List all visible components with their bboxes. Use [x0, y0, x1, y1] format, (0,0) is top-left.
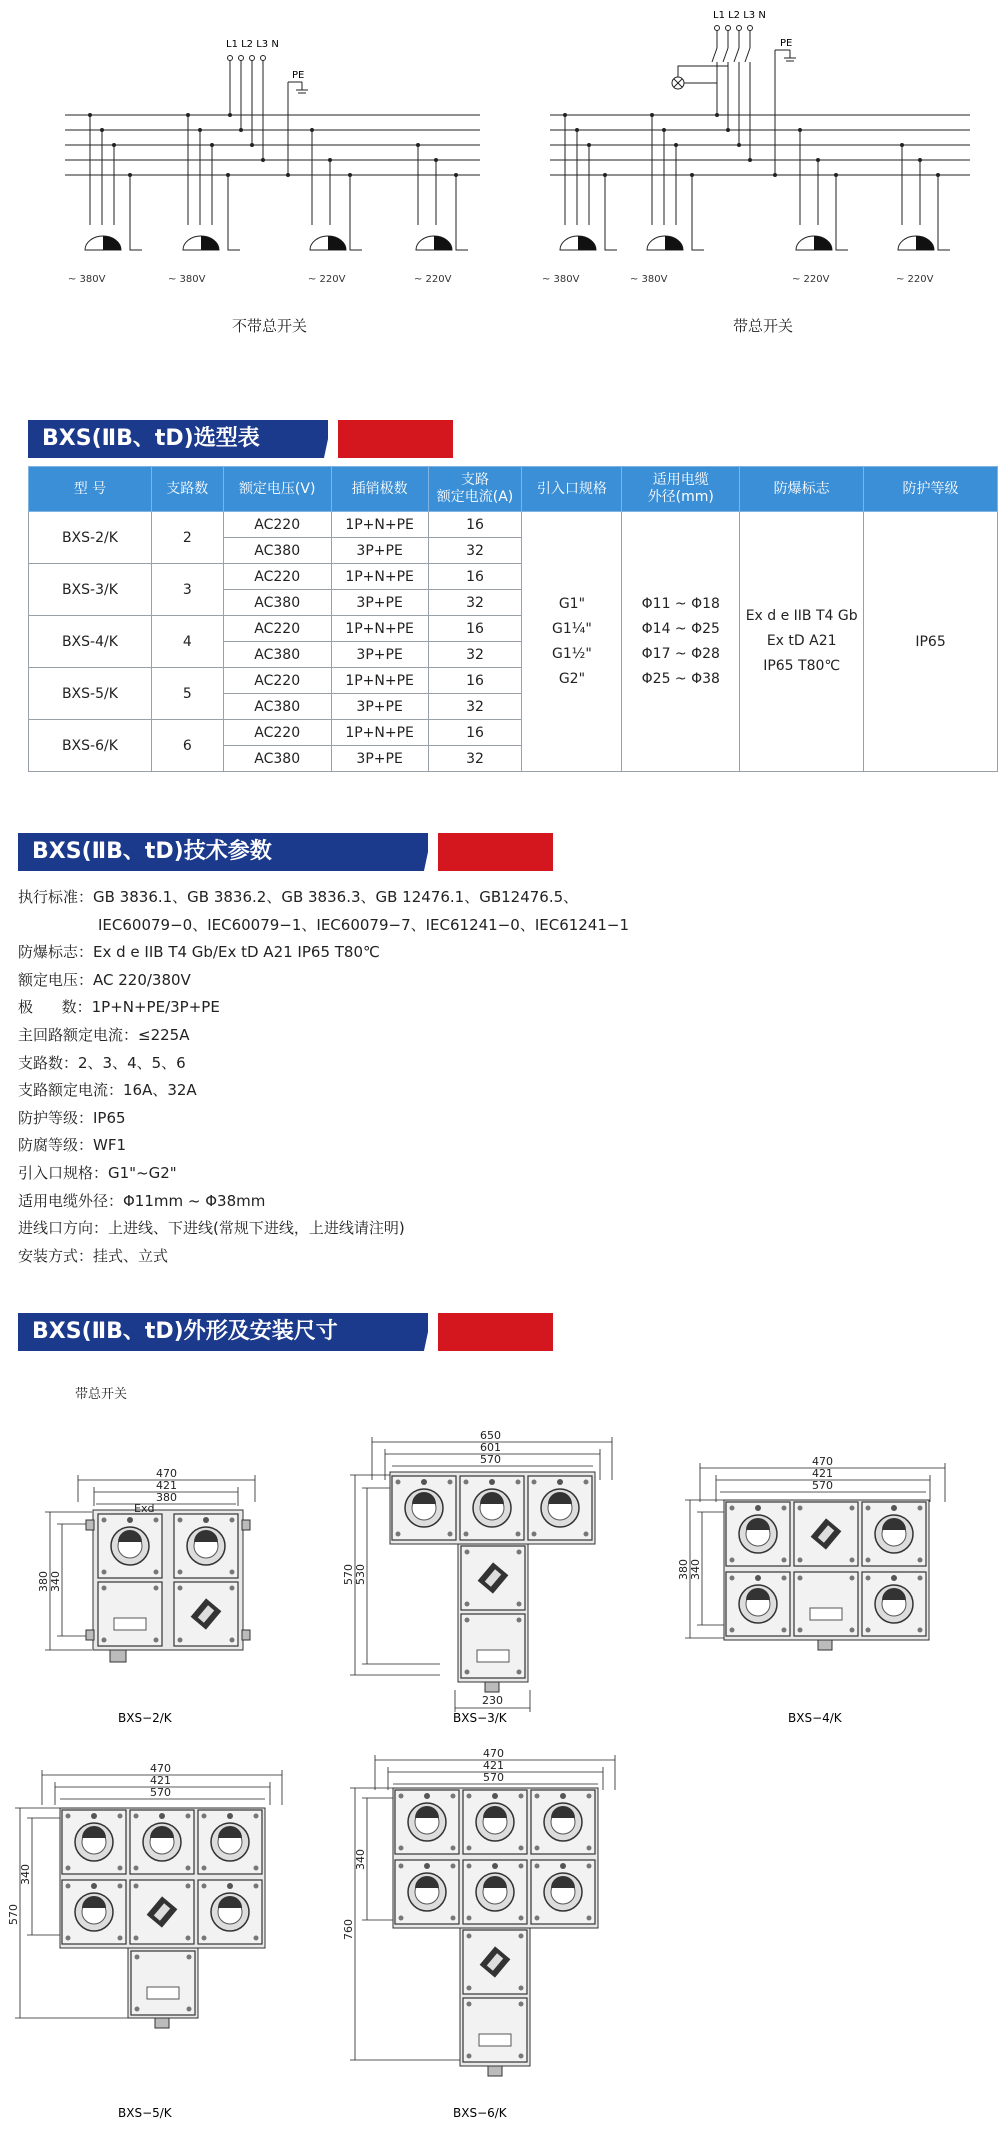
param-line: 执行标准：GB 3836.1、GB 3836.2、GB 3836.3、GB 12476.1、GB12476.5、: [18, 888, 579, 906]
svg-text:570: 570: [483, 1771, 504, 1784]
selection-table: [28, 466, 998, 772]
caption-with-main-switch: 带总开关: [733, 317, 794, 335]
header-cell: 支路数: [151, 467, 223, 512]
header-cell: 防护等级: [864, 467, 998, 512]
model-cell: BXS-5/K: [29, 668, 152, 720]
svg-text:340: 340: [19, 1864, 32, 1885]
current-cell: 16: [428, 512, 522, 538]
header-cell: 适用电缆 外径(mm): [622, 467, 740, 512]
table-row: AC380 3P+PE 32: [29, 746, 998, 772]
svg-text:340: 340: [49, 1571, 62, 1592]
svg-text:570: 570: [480, 1453, 501, 1466]
banner-title: BXS(ⅡB、tD)技术参数: [18, 833, 428, 871]
table-row: AC380 3P+PE 32: [29, 590, 998, 616]
pe-label: PE: [292, 70, 305, 81]
svg-text:340: 340: [354, 1849, 367, 1870]
param-line: 安装方式：挂式、立式: [18, 1246, 169, 1265]
svg-text:421: 421: [812, 1467, 833, 1480]
bxs2-label: BXS−2/K: [118, 1711, 172, 1725]
bxs4-label: BXS−4/K: [788, 1711, 842, 1725]
svg-text:470: 470: [150, 1762, 171, 1775]
branches-cell: 4: [151, 616, 223, 668]
table-header-row: [29, 467, 998, 512]
pe-label: PE: [780, 38, 793, 49]
svg-text:Exd: Exd: [134, 1502, 155, 1515]
svg-text:530: 530: [354, 1564, 367, 1585]
svg-text:570: 570: [150, 1786, 171, 1799]
svg-text:601: 601: [480, 1441, 501, 1454]
param-line: 防腐等级：WF1: [18, 1136, 127, 1155]
header-cell: 型 号: [29, 467, 152, 512]
model-cell: BXS-3/K: [29, 564, 152, 616]
param-line: 主回路额定电流：≤225A: [18, 1025, 190, 1044]
svg-text:570: 570: [7, 1904, 20, 1925]
socket-icon: [85, 236, 452, 250]
model-cell: BXS-6/K: [29, 720, 152, 772]
bxs3-drawing: [342, 1429, 612, 1712]
header-cell: 额定电压(V): [223, 467, 331, 512]
dims-subtitle: 带总开关: [75, 1387, 128, 1402]
voltage-label: ~ 380V: [68, 274, 106, 285]
svg-text:470: 470: [483, 1747, 504, 1760]
branches-cell: 3: [151, 564, 223, 616]
bxs5-drawing: [7, 1762, 282, 2028]
svg-text:650: 650: [480, 1429, 501, 1442]
table-row: [29, 512, 998, 538]
param-line: 支路额定电流：16A、32A: [18, 1081, 197, 1100]
svg-text:760: 760: [342, 1919, 355, 1940]
branches-cell: 5: [151, 668, 223, 720]
phase-labels: L1 L2 L3 N: [226, 39, 279, 50]
table-row: BXS-5/K 5 AC220 1P+N+PE 16: [29, 668, 998, 694]
svg-text:421: 421: [150, 1774, 171, 1787]
voltage-label: ~ 380V: [168, 274, 206, 285]
param-line: 额定电压：AC 220/380V: [18, 970, 191, 989]
model-cell: BXS-4/K: [29, 616, 152, 668]
voltage-cell: AC220: [223, 512, 331, 538]
param-line: 极 数：1P+N+PE/3P+PE: [18, 998, 220, 1017]
param-line: 适用电缆外径：Φ11mm ~ Φ38mm: [18, 1191, 266, 1210]
banner-title: BXS(ⅡB、tD)外形及安装尺寸: [18, 1313, 428, 1351]
svg-text:380: 380: [156, 1491, 177, 1504]
inlet-cell: G1" G1¼" G1½" G2": [522, 512, 622, 772]
table-row: BXS-4/K 4 AC220 1P+N+PE 16: [29, 616, 998, 642]
table-row: AC380 3P+PE 32: [29, 538, 998, 564]
svg-text:380: 380: [677, 1559, 690, 1580]
voltage-label: ~ 220V: [308, 274, 346, 285]
table-row: BXS-6/K 6 AC220 1P+N+PE 16: [29, 720, 998, 746]
ex-mark-cell: Ex d e IIB T4 Gb Ex tD A21 IP65 T80℃: [740, 512, 864, 772]
param-line: 进线口方向：上进线、下进线(常规下进线，上进线请注明): [18, 1219, 405, 1238]
dimensions-banner: [18, 1313, 553, 1351]
bxs3-label: BXS−3/K: [453, 1711, 507, 1725]
tech-params-banner: [18, 833, 553, 871]
header-cell: 引入口规格: [522, 467, 622, 512]
svg-text:380: 380: [37, 1571, 50, 1592]
cable-cell: Φ11 ~ Φ18 Φ14 ~ Φ25 Φ17 ~ Φ28 Φ25 ~ Φ38: [622, 512, 740, 772]
bxs6-label: BXS−6/K: [453, 2106, 507, 2120]
branches-cell: 6: [151, 720, 223, 772]
table-row: BXS-3/K 3 AC220 1P+N+PE 16: [29, 564, 998, 590]
svg-text:570: 570: [812, 1479, 833, 1492]
poles-cell: 1P+N+PE: [331, 512, 428, 538]
voltage-label: ~ 220V: [792, 274, 830, 285]
table-row: AC380 3P+PE 32: [29, 642, 998, 668]
banner-title: BXS(ⅡB、tD)选型表: [28, 420, 328, 458]
branches-cell: 2: [151, 512, 223, 564]
ip-cell: IP65: [864, 512, 998, 772]
wiring-diagram-right: [530, 0, 1000, 300]
socket-icon: [560, 236, 934, 250]
table-row: AC380 3P+PE 32: [29, 694, 998, 720]
param-line: 防爆标志：Ex d e IIB T4 Gb/Ex tD A21 IP65 T80℃: [18, 943, 380, 962]
bxs6-drawing: [342, 1747, 615, 2076]
header-cell: 防爆标志: [740, 467, 864, 512]
header-cell: 插销极数: [331, 467, 428, 512]
bxs2-drawing: [37, 1467, 255, 1662]
model-cell: BXS-2/K: [29, 512, 152, 564]
voltage-label: ~ 220V: [896, 274, 934, 285]
caption-no-main-switch: 不带总开关: [232, 317, 308, 335]
param-line: 支路数：2、3、4、5、6: [18, 1053, 186, 1072]
tech-params-list: [18, 884, 978, 1270]
wiring-diagram-left: [40, 0, 510, 300]
svg-text:470: 470: [812, 1455, 833, 1468]
svg-text:230: 230: [482, 1694, 503, 1707]
bxs4-drawing: [677, 1455, 945, 1650]
svg-text:421: 421: [483, 1759, 504, 1772]
svg-text:570: 570: [342, 1564, 355, 1585]
dimension-drawings: [0, 1420, 1000, 2136]
svg-text:421: 421: [156, 1479, 177, 1492]
bxs5-label: BXS−5/K: [118, 2106, 172, 2120]
svg-text:470: 470: [156, 1467, 177, 1480]
param-line: IEC60079−0、IEC60079−1、IEC60079−7、IEC61241−0、IEC61241−1: [98, 915, 630, 934]
phase-labels: L1 L2 L3 N: [713, 10, 766, 21]
voltage-label: ~ 380V: [630, 274, 668, 285]
param-line: 引入口规格：G1"~G2": [18, 1163, 177, 1182]
header-cell: 支路 额定电流(A): [428, 467, 522, 512]
voltage-label: ~ 220V: [414, 274, 452, 285]
voltage-label: ~ 380V: [542, 274, 580, 285]
selection-table-banner: [28, 420, 453, 458]
param-line: 防护等级：IP65: [18, 1108, 126, 1127]
svg-text:340: 340: [689, 1559, 702, 1580]
